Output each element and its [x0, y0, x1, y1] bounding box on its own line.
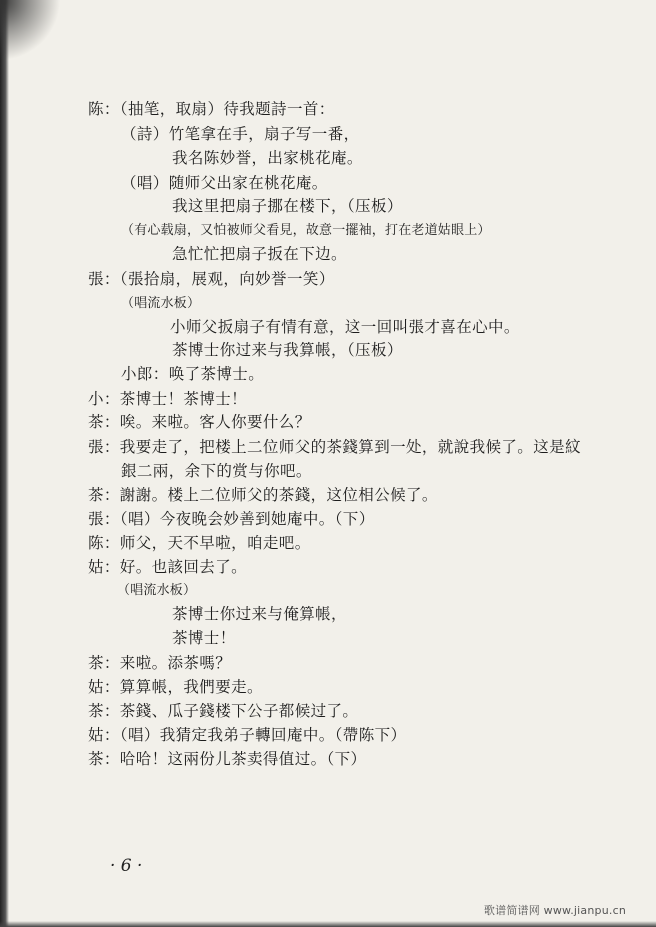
stage-direction: （唱流水板）: [117, 583, 197, 598]
text-line: 茶：哈哈！这兩份儿茶卖得值过。（下）: [88, 750, 367, 768]
page-number: · 6 ·: [110, 856, 143, 876]
scan-corner-top: [0, 0, 60, 60]
text-line: （唱）随师父出家在桃花庵。: [121, 174, 328, 192]
text-line: 小：茶博士！茶博士！: [88, 390, 248, 408]
text-line: 茶：茶錢、瓜子錢楼下公子都候过了。: [88, 702, 359, 720]
stage-direction: （唱流水板）: [121, 296, 201, 311]
scan-edge-left: [0, 0, 9, 927]
text-line: 茶博士你过来与俺算帳，: [172, 605, 347, 623]
text-line: 小师父扳扇子有情有意，这一回叫張才喜在心中。: [170, 318, 520, 336]
text-line: 茶博士你过来与我算帳，（压板）: [172, 341, 403, 359]
text-line: 張：我要走了，把楼上二位师父的茶錢算到一处，就說我候了。这是紋: [88, 438, 581, 456]
scan-edge-bottom: [0, 921, 656, 927]
text-line: 茶：謝謝。楼上二位师父的茶錢，这位相公候了。: [88, 486, 438, 504]
text-line: 我名陈妙誉，出家桃花庵。: [172, 149, 363, 167]
text-line: 陈：（抽笔，取扇）待我题詩一首：: [88, 100, 335, 118]
text-line: 銀二兩，余下的赏与你吧。: [121, 462, 312, 480]
watermark-text: 歌谱简谱网 www.jianpu.cn: [483, 904, 626, 917]
text-line: 茶：唉。来啦。客人你要什么？: [88, 413, 311, 431]
text-line: 姑：好。也該回去了。: [88, 558, 248, 576]
text-line: 姑：（唱）我猜定我弟子轉回庵中。（帶陈下）: [88, 726, 407, 744]
text-line: 姑：算算帳，我們要走。: [88, 678, 263, 696]
text-line: 急忙忙把扇子扳在下边。: [172, 245, 347, 263]
text-line: 我这里把扇子挪在楼下，（压板）: [172, 197, 403, 215]
text-line: 陈：师父，天不早啦，咱走吧。: [88, 534, 311, 552]
text-line: 小郎：唤了茶博士。: [121, 365, 265, 383]
text-line: 張：（唱）今夜晚会妙善到她庵中。（下）: [88, 510, 375, 528]
text-line: 茶：来啦。添茶嗎？: [88, 654, 232, 672]
text-line: （詩）竹笔拿在手，扇子写一番，: [121, 125, 360, 143]
text-line: 茶博士！: [172, 629, 236, 647]
stage-direction: （有心载扇，又怕被师父看見，故意一擺袖，打在老道姑眼上）: [121, 223, 491, 238]
text-line: 張：（張拾扇，展观，向妙誉一笑）: [88, 270, 335, 288]
